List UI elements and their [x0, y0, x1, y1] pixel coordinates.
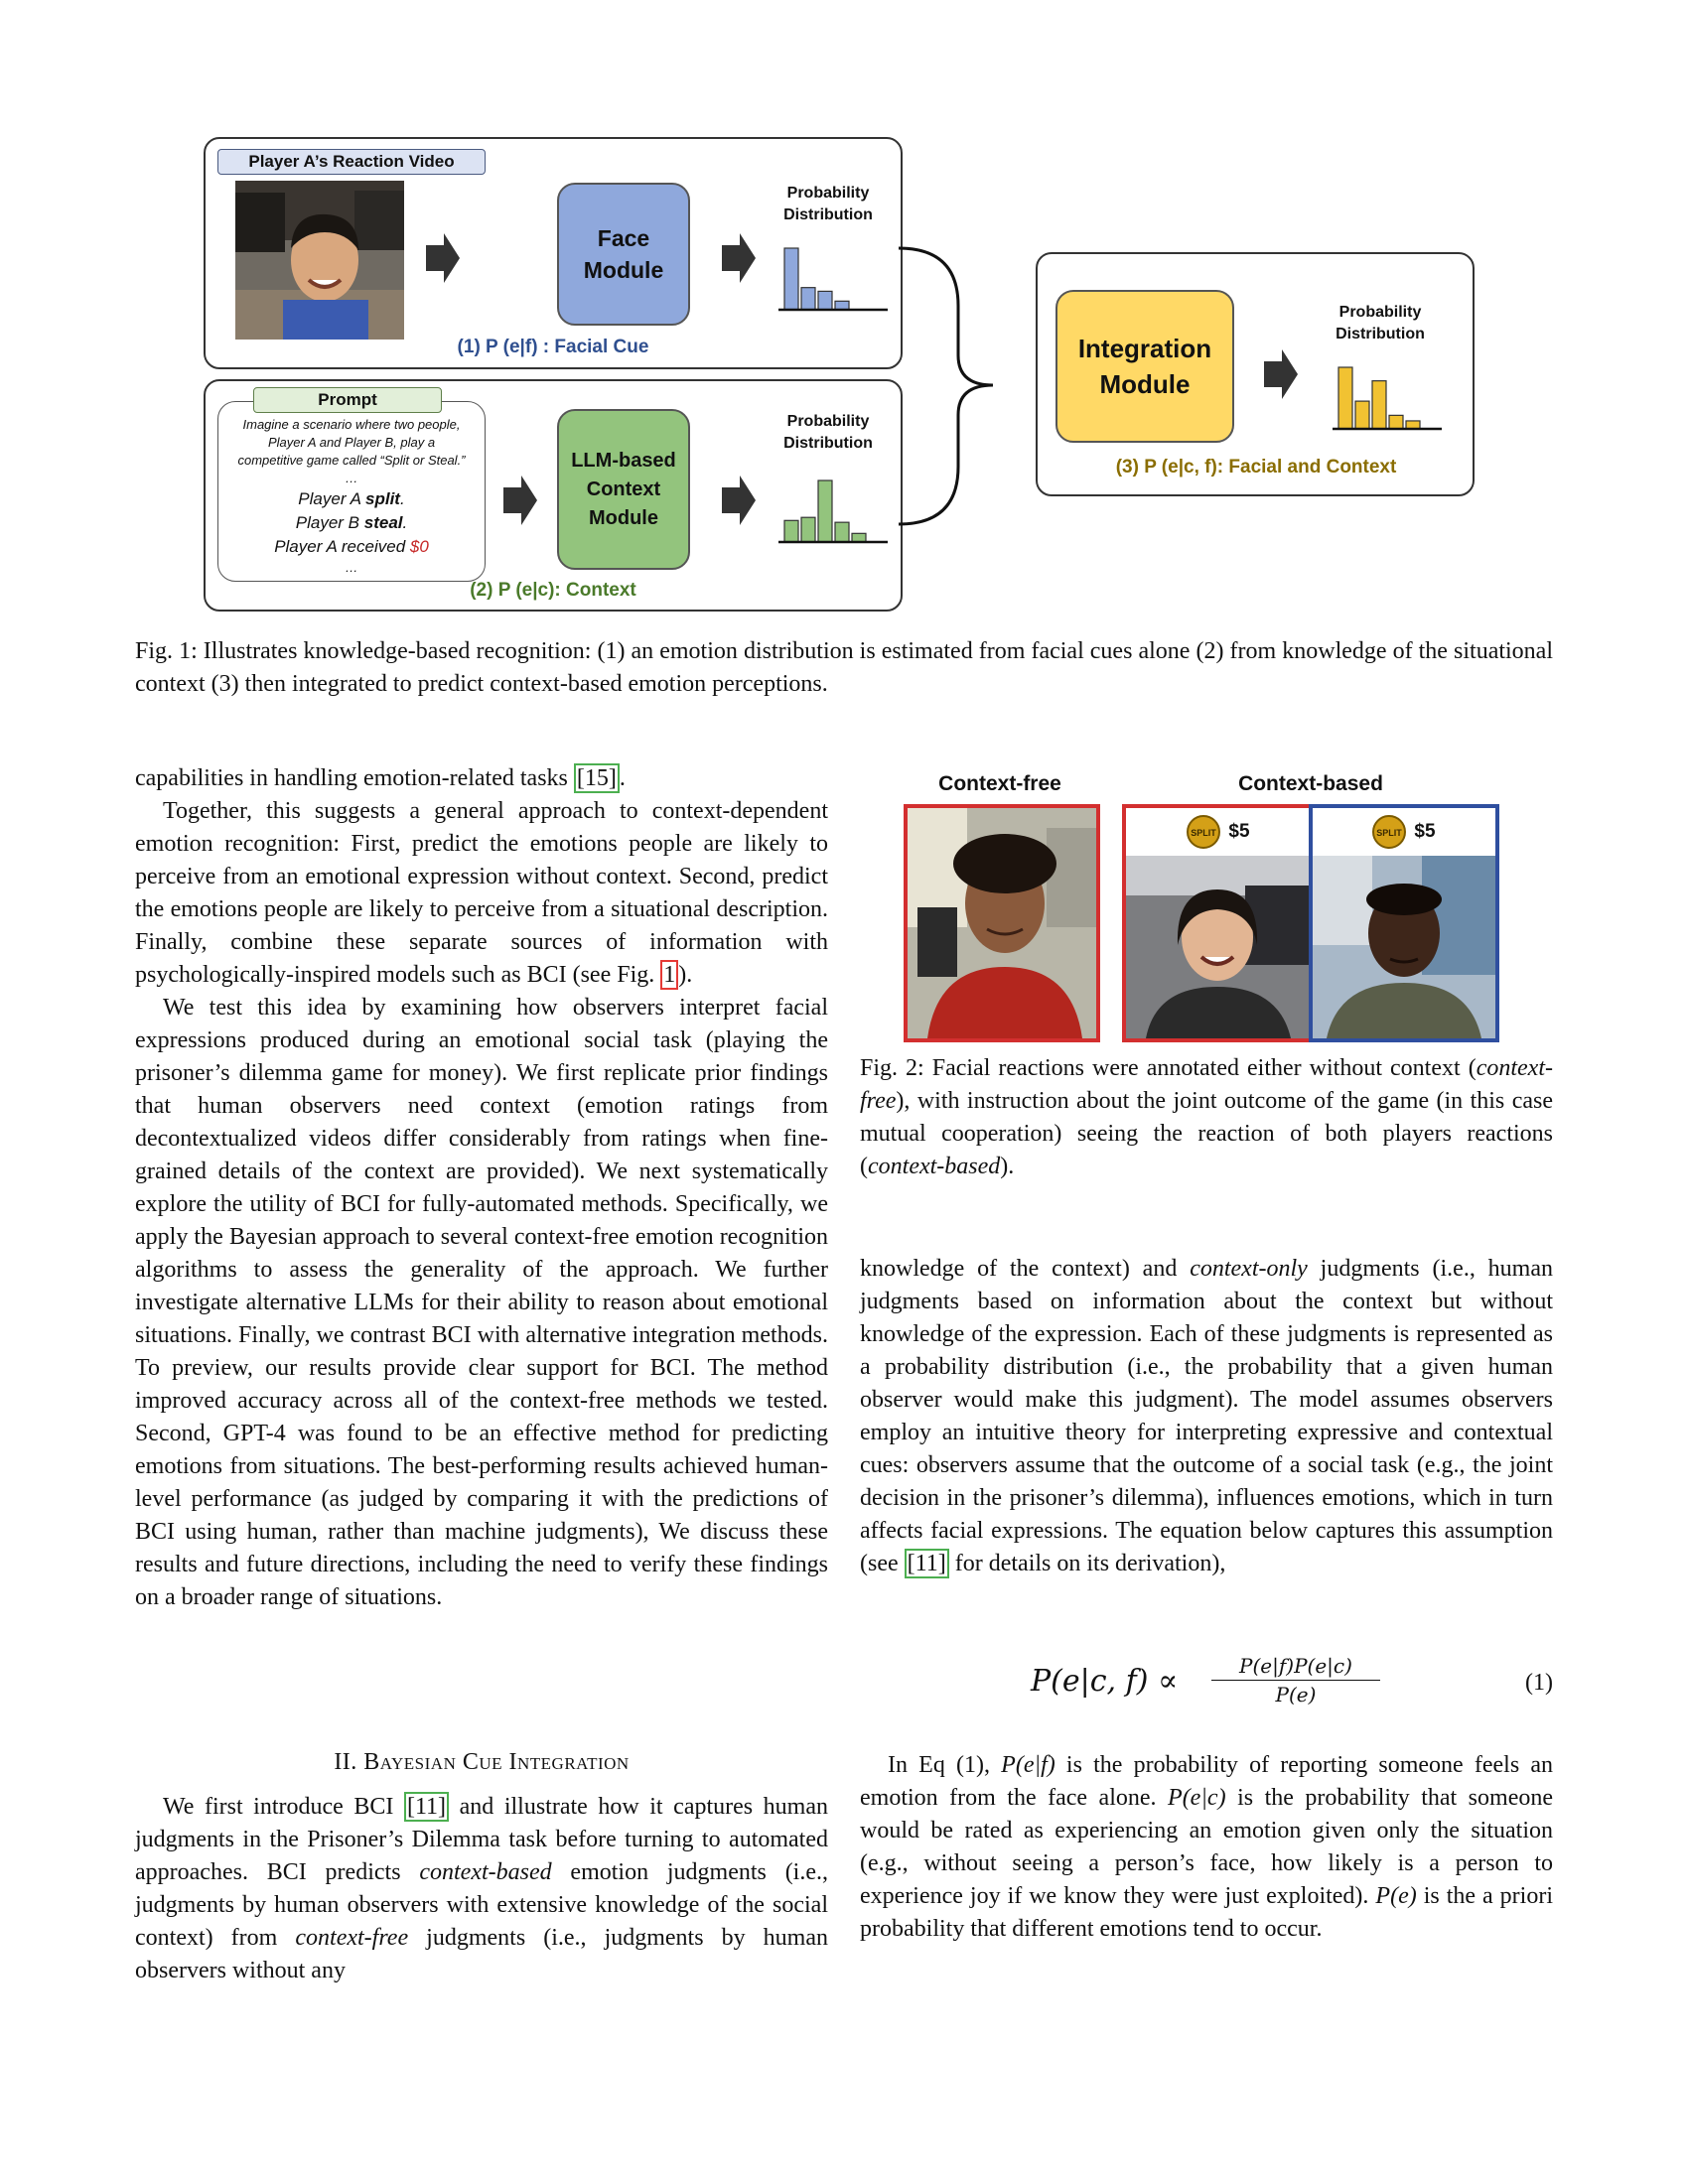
integration-caption: (3) P (e|c, f): Facial and Context	[1115, 457, 1397, 478]
payout-amount: $5	[1414, 821, 1436, 842]
citation-link[interactable]: [15]	[574, 763, 620, 793]
equation-numerator: P(e|f)P(e|c)	[1211, 1654, 1380, 1681]
context-panel	[204, 379, 903, 612]
context-based-photo-player-a	[1122, 804, 1315, 1042]
left-column	[135, 762, 828, 1614]
histogram-bar	[1338, 367, 1352, 429]
histogram-bar	[784, 248, 798, 310]
integration-panel	[1036, 252, 1475, 496]
histogram-bar	[801, 517, 815, 542]
histogram-bar	[818, 291, 832, 310]
figure-1-caption: Fig. 1: Illustrates knowledge-based recognition: (1) an emotion distribution is estimated from facial cues alone (2) from knowledge of the situational context (3) then integrated to predict context-based emotion perceptions.	[135, 638, 1553, 697]
equation-denominator: P(e)	[1275, 1683, 1317, 1706]
histogram-bar	[801, 288, 815, 310]
person-photo	[1126, 856, 1311, 1038]
split-coin-icon	[1372, 815, 1406, 849]
person-photo	[1313, 856, 1495, 1038]
reaction-video-tag: Player A’s Reaction Video	[217, 149, 486, 175]
outcome-bar	[1126, 808, 1311, 856]
paragraph: We first introduce BCI [11] and illustrate how it captures human judgments in the Prisoner’s Dilemma task before turning to automated approaches. BCI predicts context-based emotion judgments (i.e., judgments by human observers with extensive knowledge of the social context) from context-free judgments (i.e., judgments by human observers without any	[135, 1794, 829, 1983]
context-free-heading: Context-free	[938, 772, 1061, 795]
probability-distribution-label: Probability Distribution	[783, 185, 873, 223]
arrow-right-icon	[722, 233, 756, 283]
person-photo	[908, 808, 1096, 1038]
equation-lhs: P(e|c, f) ∝	[1031, 1664, 1179, 1699]
paragraph: We test this idea by examining how observers interpret facial expressions produced during an emotional social task (playing the prisoner’s dilemma game for money). We first replicate prior findings that human observers need context (emotion ratings from decontextualized videos differ considerably from ratings when fine-grained details of the context are provided). We next systematically explore the utility of BCI for fully-automated methods. Specifically, we apply the Bayesian approach to several context-free emotion recognition algorithms to assess the generality of the approach. We further investigate alternative LLMs for their ability to reason about emotional situations. Finally, we contrast BCI with alternative integration methods. To preview, our results provide clear support for BCI. The method improved accuracy across all of the context-free methods we tested. Second, GPT-4 was found to be an effective method for predicting emotions from situations. The best-performing results achieved human-level performance (as judged by comparing it with the predictions of BCI using human, rather than machine judgments), We discuss these results and future directions, including the need to verify these findings on a broader range of situations.	[135, 995, 828, 1610]
llm-context-module: LLM-based Context Module	[557, 409, 690, 570]
histogram-bar	[1389, 415, 1403, 429]
histogram-bar	[1372, 381, 1386, 429]
section-heading: II. Bayesian Cue Integration	[334, 1749, 630, 1775]
svg-text:SPLIT: SPLIT	[1191, 828, 1217, 838]
citation-link[interactable]: [11]	[404, 1792, 449, 1822]
face-cue-panel	[204, 137, 903, 369]
figure-link[interactable]: 1	[660, 960, 678, 990]
player-a-video-frame	[235, 181, 404, 340]
context-based-heading: Context-based	[1238, 772, 1383, 795]
left-column-section-2	[135, 1791, 828, 1987]
paragraph: capabilities in handling emotion-related tasks [15] .	[135, 765, 626, 791]
paragraph: knowledge of the context) and context-only judgments (i.e., human judgments based on information about the context but without knowledge of the expression. Each of these judgments is represented as a probability distribution (i.e., the probability that a given human observer would make this judgment). The model assumes observers employ an intuitive theory for interpreting expressive and contextual cues: observers assume that the outcome of a social task (e.g., the joint decision in the prisoner’s dilemma), influences emotions, which in turn affects facial expressions. The equation below captures this assumption (see [11] for details on its derivation),	[860, 1256, 1553, 1576]
integration-module: Integration Module	[1055, 290, 1234, 443]
histogram-bar	[784, 520, 798, 542]
arrow-right-icon	[1264, 349, 1298, 399]
context-free-photo	[904, 804, 1100, 1042]
prompt-text-outcome: Player A split. Player B steal. Player A received $0	[274, 489, 429, 556]
arrow-right-icon	[426, 233, 460, 283]
face-probability-histogram	[778, 238, 888, 318]
histogram-bar	[835, 301, 849, 310]
payout-amount: $5	[1228, 821, 1250, 842]
citation-link[interactable]: [11]	[905, 1549, 949, 1578]
integration-probability-histogram	[1333, 357, 1442, 437]
prompt-text-small: Imagine a scenario where two people, Player A and Player B, play a competitive game called “Split or Steal.” …	[237, 417, 466, 485]
right-column-after-equation	[860, 1749, 1553, 1946]
arrow-right-icon	[503, 476, 537, 525]
figure-1	[204, 137, 1479, 614]
figure-2-caption: Fig. 2: Facial reactions were annotated either without context (context-free), with instruction about the joint outcome of the game (in this case mutual cooperation) seeing the reaction of both players reactions (context-based).	[860, 1055, 1553, 1179]
svg-text:SPLIT: SPLIT	[1376, 828, 1403, 838]
equation-number: (1)	[1525, 1670, 1553, 1696]
outcome-bar	[1313, 808, 1495, 856]
equation-fraction	[1211, 1654, 1380, 1706]
prompt-tag: Prompt	[253, 387, 442, 413]
arrow-right-icon	[722, 476, 756, 525]
face-module: Face Module	[557, 183, 690, 326]
prompt-box: Imagine a scenario where two people, Player A and Player B, play a competitive game called “Split or Steal.” … Player A split. Player B steal. Player A received $0 …	[217, 401, 486, 582]
probability-distribution-label: Probability Distribution	[1336, 304, 1425, 342]
face-cue-caption: (1) P (e|f) : Facial Cue	[457, 337, 649, 357]
histogram-bar	[852, 533, 866, 542]
paragraph: Together, this suggests a general approach to context-dependent emotion recognition: First, predict the emotions people are likely to perceive from an emotional expression without context. Second, predict the emotions people are likely to perceive from a situational description. Finally, combine these separate sources of information with psychologically-inspired models such as BCI (see Fig. 1 ).	[135, 798, 828, 988]
connector-brace	[899, 236, 998, 534]
histogram-bar	[818, 480, 832, 542]
context-probability-histogram	[778, 471, 888, 550]
split-coin-icon	[1187, 815, 1220, 849]
probability-distribution-label: Probability Distribution	[783, 413, 873, 452]
equation-1	[860, 1652, 1553, 1721]
histogram-bar	[1355, 401, 1369, 429]
context-based-photo-player-b	[1309, 804, 1499, 1042]
right-column	[860, 1253, 1553, 1580]
histogram-bar	[835, 522, 849, 542]
paragraph: In Eq (1), P(e|f) is the probability of reporting someone feels an emotion from the face alone. P(e|c) is the probability that someone would be rated as experiencing an emotion given only the situation (e.g., without seeing a person’s face, how likely is a person to experience joy if we know they were just exploited). P(e) is the a priori probability that different emotions tend to occur.	[860, 1752, 1553, 1942]
context-caption: (2) P (e|c): Context	[470, 580, 636, 601]
